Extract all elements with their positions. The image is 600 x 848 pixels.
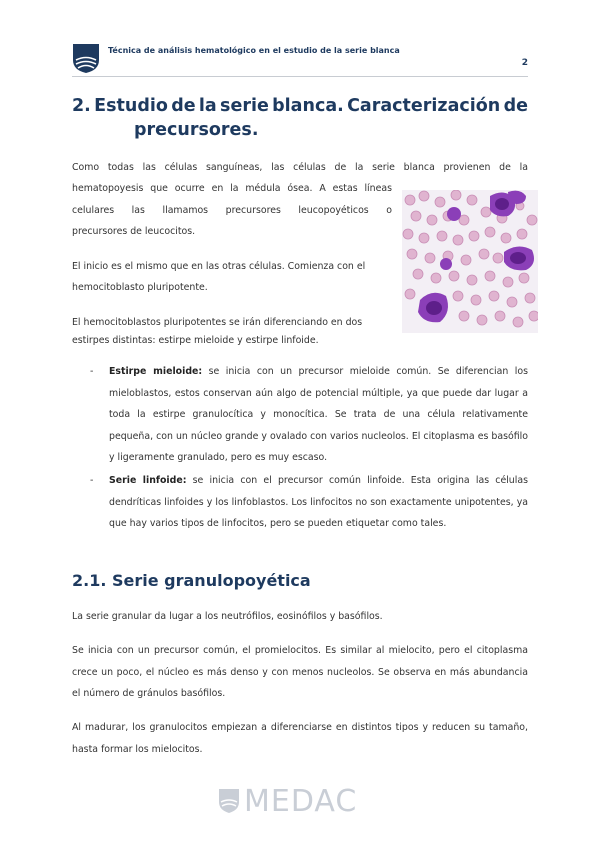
bullet-term: Serie linfoide:: [109, 475, 187, 486]
intro-line: Como todas las células sanguíneas, las células de la serie blanca provienen de la: [72, 162, 528, 173]
subsection-paragraph: Se inicia con un precursor común, el promielocitos. Es similar al mielocito, pero el citoplasma crece un poco, el núcleo es más denso y con menos nucleolos. Se observa en más abundancia el número de gránulos basófilos.: [72, 645, 528, 700]
intro-p2-line: El inicio es el mismo que en las otras células. Comienza con el: [72, 261, 366, 272]
title-word: serie: [220, 96, 269, 116]
medac-shield-logo-icon: [72, 42, 100, 74]
intro-p3-line: El hemocitoblastos pluripotentes se irán diferenciando en dos: [72, 317, 363, 328]
page-header: [72, 42, 528, 74]
section-number: 2.: [72, 96, 91, 116]
intro-line: hematopoyesis que ocurre en la médula ósea. A estas líneas: [72, 183, 392, 194]
footer-shield-icon: [218, 788, 240, 814]
intro-line: celulares las llamamos precursores leucopoyéticos o: [72, 205, 392, 216]
section-title: [72, 94, 528, 142]
bullet-text: se inicia con el precursor común linfoide. Esta origina las células dendríticas linfoides y los linfoblastos. Los linfocitos no son exactamente unipotentes, ya que hay varios tipos de linfocitos, pero se pueden etiquetar como tales.: [109, 475, 528, 530]
bullet-text: se inicia con un precursor mieloide común. Se diferencian los mieloblastos, estos conservan aún algo de potencial múltiple, ya que puede dar lugar a toda la estirpe granulocítica y monocítica. Se trata de una célula relativamente pequeña, con un núcleo grande y ovalado con varios nucleolos. El citoplasma es basófilo y ligeramente granulado, pero es muy escaso.: [109, 366, 529, 464]
header-divider: [72, 76, 528, 77]
bullet-term: Estirpe mieloide:: [109, 366, 203, 377]
title-word: la: [198, 96, 217, 116]
title-word: Estudio: [94, 96, 168, 116]
subsection-paragraph: Al madurar, los granulocitos empiezan a diferenciarse en distintos tipos y reducen su tamaño, hasta formar los mielocitos.: [72, 722, 528, 755]
section-title-line2: precursores.: [134, 120, 259, 140]
bullet-dash: -: [90, 366, 94, 377]
header-title: Técnica de análisis hematológico en el estudio de la serie blanca: [108, 46, 400, 55]
footer-brand: MEDAC: [244, 784, 358, 819]
intro-p2-line: hemocitoblasto pluripotente.: [72, 282, 208, 293]
title-word: de: [171, 96, 196, 116]
subsection-title: 2.1. Serie granulopoyética: [72, 571, 311, 590]
bullet-dash: -: [90, 475, 94, 486]
blood-smear-micrograph: [402, 190, 538, 333]
page-number: 2: [521, 58, 528, 68]
intro-line: precursores de leucocitos.: [72, 226, 196, 237]
intro-p3-line: estirpes distintas: estirpe mieloide y estirpe linfoide.: [72, 335, 319, 346]
title-word: Caracterización: [347, 96, 501, 116]
title-word: blanca.: [272, 96, 344, 116]
title-word: de: [503, 96, 528, 116]
subsection-paragraph: La serie granular da lugar a los neutrófilos, eosinófilos y basófilos.: [72, 611, 383, 622]
